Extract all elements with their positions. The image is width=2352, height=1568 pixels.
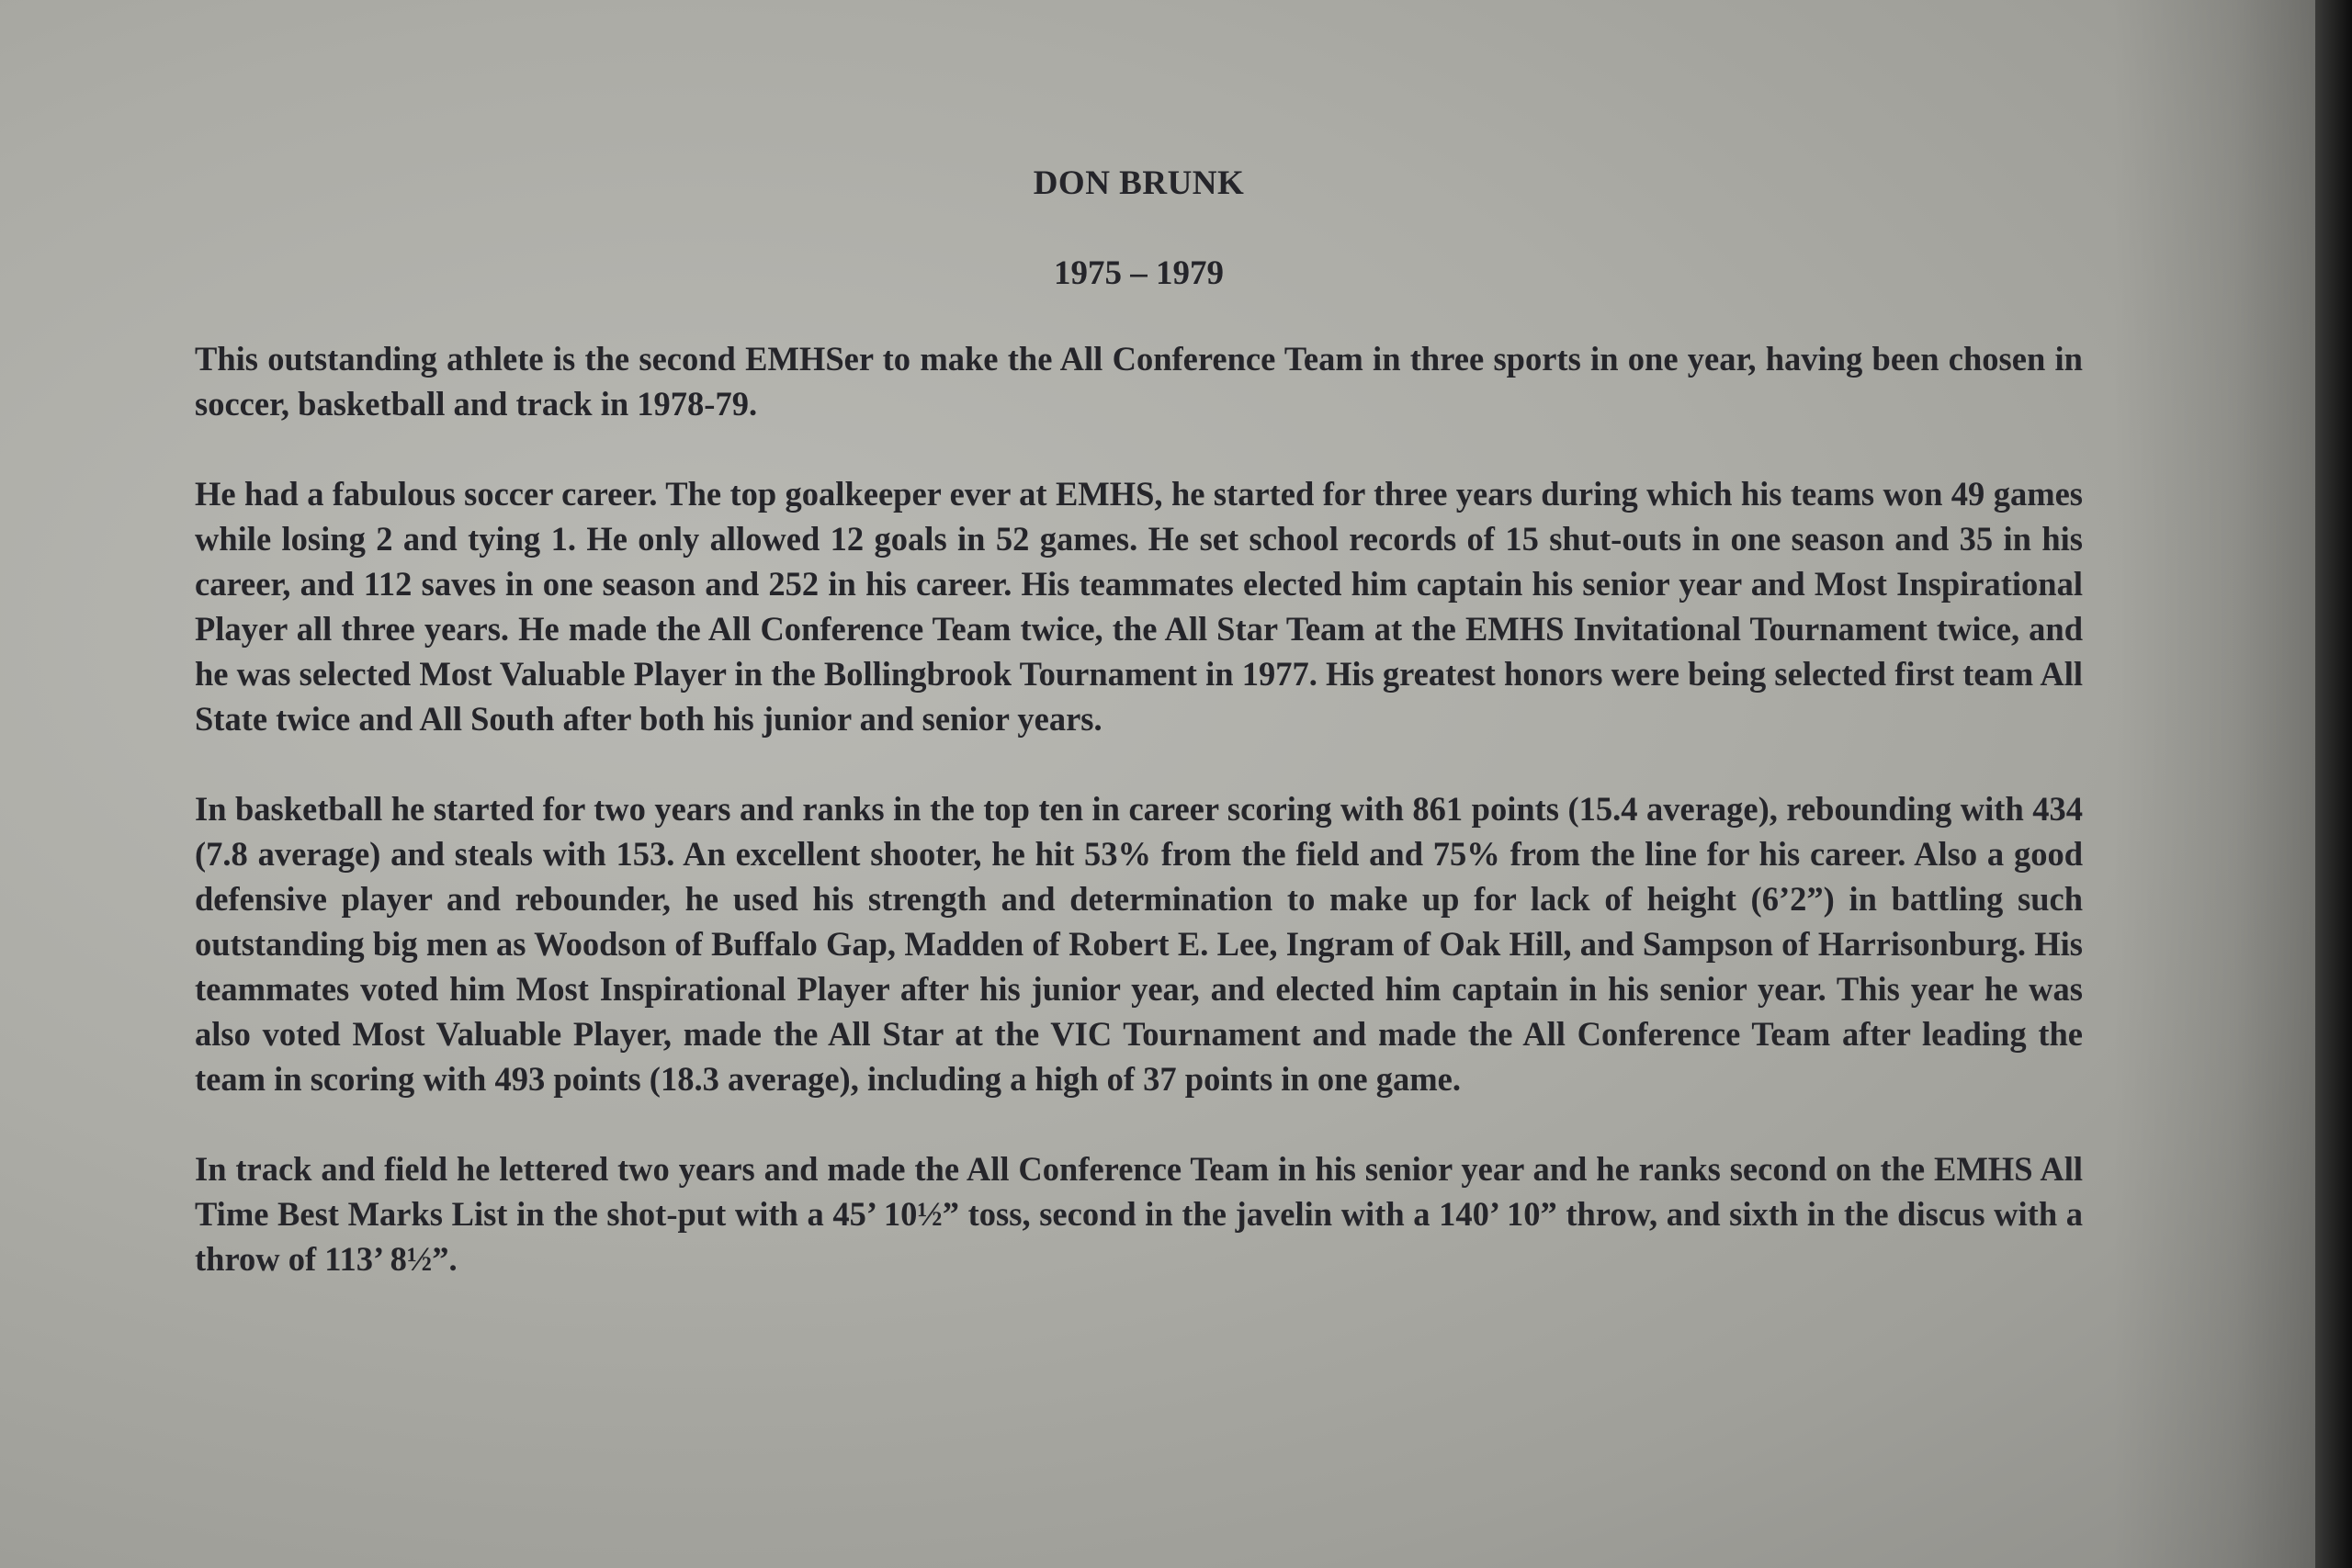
document-title: DON BRUNK	[1033, 164, 1245, 202]
paragraph-soccer: He had a fabulous soccer career. The top goalkeeper ever at EMHS, he started for three years during which his teams won 49 games while losing 2 and tying 1. He only allowed 12 goals in 52 games. He set school records of 15 shut-outs in one season and 35 in his career, and 112 saves in one season and 252 in his career. His teammates elected him captain his senior year and Most Inspirational Player all three years. He made the All Conference Team twice, the All Star Team at the EMHS Invitational Tournament twice, and he was selected Most Valuable Player in the Bollingbrook Tournament in 1977. His greatest honors were being selected first team All State twice and All South after both his junior and senior years.	[195, 475, 2083, 738]
paragraph-intro: This outstanding athlete is the second EMHSer to make the All Conference Team in three sports in one year, having been chosen in soccer, basketball and track in 1978-79.	[195, 340, 2083, 423]
paragraph-basketball: In basketball he started for two years and ranks in the top ten in career scoring with 861 points (15.4 average), rebounding with 434 (7.8 average) and steals with 153. An excellent shooter, he hit 53% from the field and 75% from the line for his career. Also a good defensive player and rebounder, he used his strength and determination to make up for lack of height (6’2”) in battling such outstanding big men as Woodson of Buffalo Gap, Madden of Robert E. Lee, Ingram of Oak Hill, and Sampson of Harrisonburg. His teammates voted him Most Inspirational Player after his junior year, and elected him captain in his senior year. This year he was also voted Most Valuable Player, made the All Star at the VIC Tournament and made the All Conference Team after leading the team in scoring with 493 points (18.3 average), including a high of 37 points in one game.	[195, 790, 2083, 1098]
document-body	[195, 156, 2083, 1281]
page-edge-shadow	[2315, 0, 2352, 1568]
paragraph-track: In track and field he lettered two years and made the All Conference Team in his senior year and he ranks second on the EMHS All Time Best Marks List in the shot-put with a 45’ 10½” toss, second in the javelin with a 140’ 10” throw, and sixth in the discus with a throw of 113’ 8½”.	[195, 1150, 2083, 1278]
document-years: 1975 – 1979	[1054, 254, 1224, 292]
